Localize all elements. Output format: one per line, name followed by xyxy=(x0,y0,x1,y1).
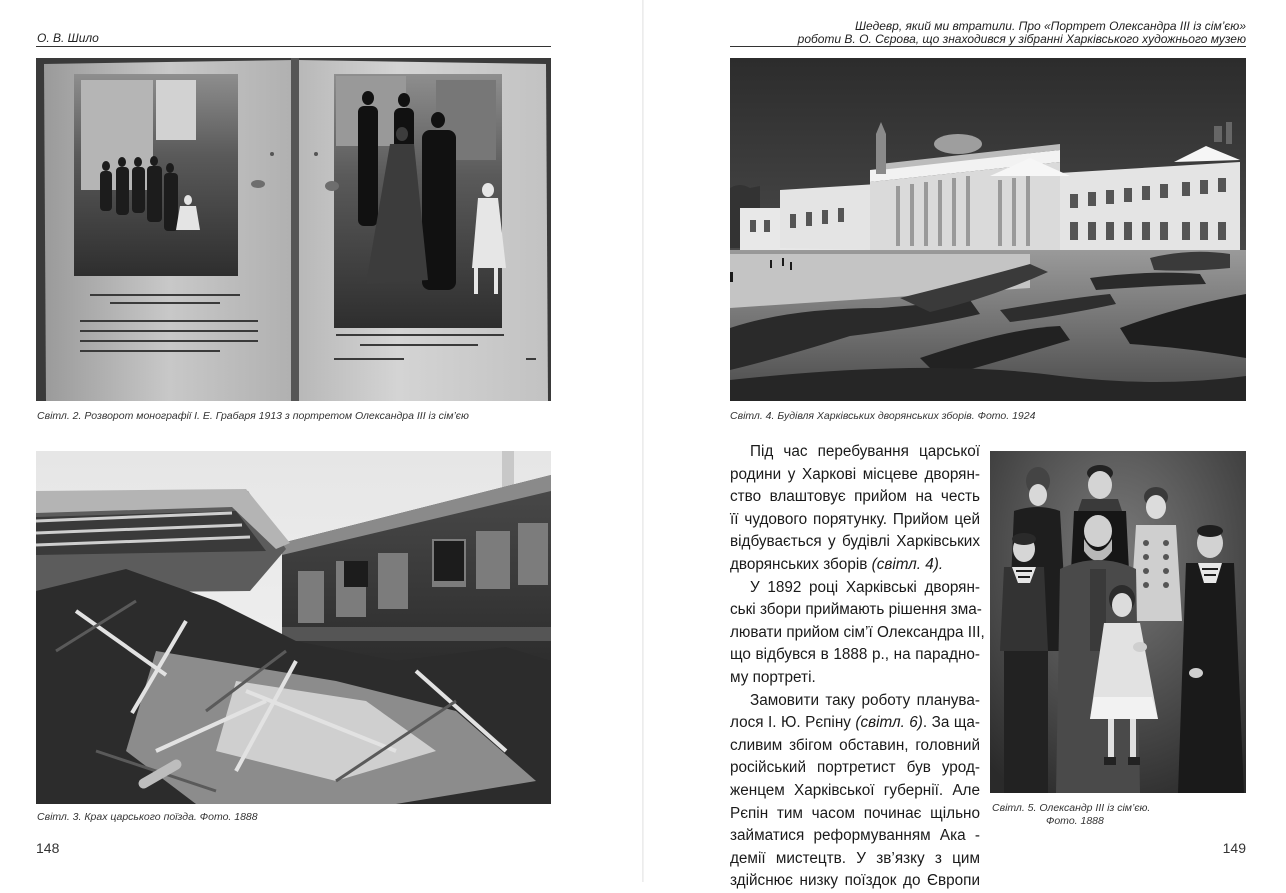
figure-5-caption xyxy=(992,802,1150,827)
text-line: ство влаштовує прийом на честь xyxy=(730,488,980,506)
text-line: демії мистецтв. У зв’язку з цим xyxy=(730,849,980,867)
text-line: женцем Харківської губернії. Але xyxy=(730,781,980,799)
text-line: Рєпін тим часом починає щільно xyxy=(730,804,980,822)
figure-reference-6[interactable]: (світл. 6) xyxy=(855,714,923,732)
running-head-title-line1: Шедевр, який ми втратили. Про «Портрет Олександра ІІІ із сім’єю» xyxy=(855,19,1246,33)
header-rule-right xyxy=(730,46,1246,47)
running-head-title-line2: роботи В. О. Сєрова, що знаходився у зібранні Харківського художнього музею xyxy=(797,32,1246,46)
text-line: її чудового порятунку. Прийом цей xyxy=(730,510,980,528)
text-line: ські збори приймають рішення зма- xyxy=(730,601,982,619)
page-number-left: 148 xyxy=(36,840,60,856)
text-line: здійснює низку поїздок до Європи xyxy=(730,872,980,890)
text-line: У 1892 році Харківські дворян- xyxy=(750,578,980,596)
text-line: відбувається у будівлі Харківських xyxy=(730,533,980,551)
text-line: лювати прийом сім’ї Олександра ІІІ, xyxy=(730,623,985,641)
running-head-title xyxy=(730,20,1246,46)
figure-4-caption: Світл. 4. Будівля Харківських дворянських зборів. Фото. 1924 xyxy=(730,410,1036,422)
text-line xyxy=(730,554,980,577)
text-line xyxy=(730,712,980,735)
text-line: Замовити таку роботу планува- xyxy=(750,691,980,709)
figure-2-caption: Світл. 2. Розворот монографії І. Е. Грабаря 1913 з портретом Олександра ІІІ із сім’єю xyxy=(37,410,469,422)
figure-3-train-wreck-photo xyxy=(36,451,551,804)
text-line-part: . За ща- xyxy=(922,714,981,732)
paragraph-1 xyxy=(730,441,980,577)
text-line: му портреті. xyxy=(730,668,816,686)
text-line: Під час перебування царської xyxy=(750,443,980,460)
figure-5-caption-line1: Світл. 5. Олександр ІІІ із сім’єю. xyxy=(992,802,1151,814)
text-line: що відбувся в 1888 р., на парадно- xyxy=(730,646,980,664)
figure-5-caption-line2: Фото. 1888 xyxy=(1046,814,1104,827)
paragraph-3 xyxy=(730,690,980,893)
text-line-part: лося І. Ю. Рєпіну xyxy=(730,714,856,732)
text-line: родини у Харкові місцеве дворян- xyxy=(730,465,980,483)
figure-reference-4[interactable]: (світл. 4). xyxy=(871,555,944,573)
text-line: сливим збігом обставин, головний xyxy=(730,736,980,754)
spread-gutter xyxy=(642,0,644,882)
text-line: російський портретист був урод- xyxy=(730,759,980,777)
paragraph-2 xyxy=(730,577,985,690)
figure-5-family-portrait-photo xyxy=(990,451,1246,793)
header-rule-left xyxy=(36,46,551,47)
article-body-text xyxy=(730,441,985,893)
text-line: займатися реформуванням Ака - xyxy=(730,827,980,845)
figure-3-caption: Світл. 3. Крах царського поїзда. Фото. 1888 xyxy=(37,811,258,823)
figure-2-book-spread-photo xyxy=(36,58,551,401)
page-number-right: 149 xyxy=(1222,840,1246,856)
running-head-author: О. В. Шило xyxy=(37,31,99,45)
figure-4-building-photo xyxy=(730,58,1246,401)
text-line-part: дворянських зборів xyxy=(730,555,872,573)
